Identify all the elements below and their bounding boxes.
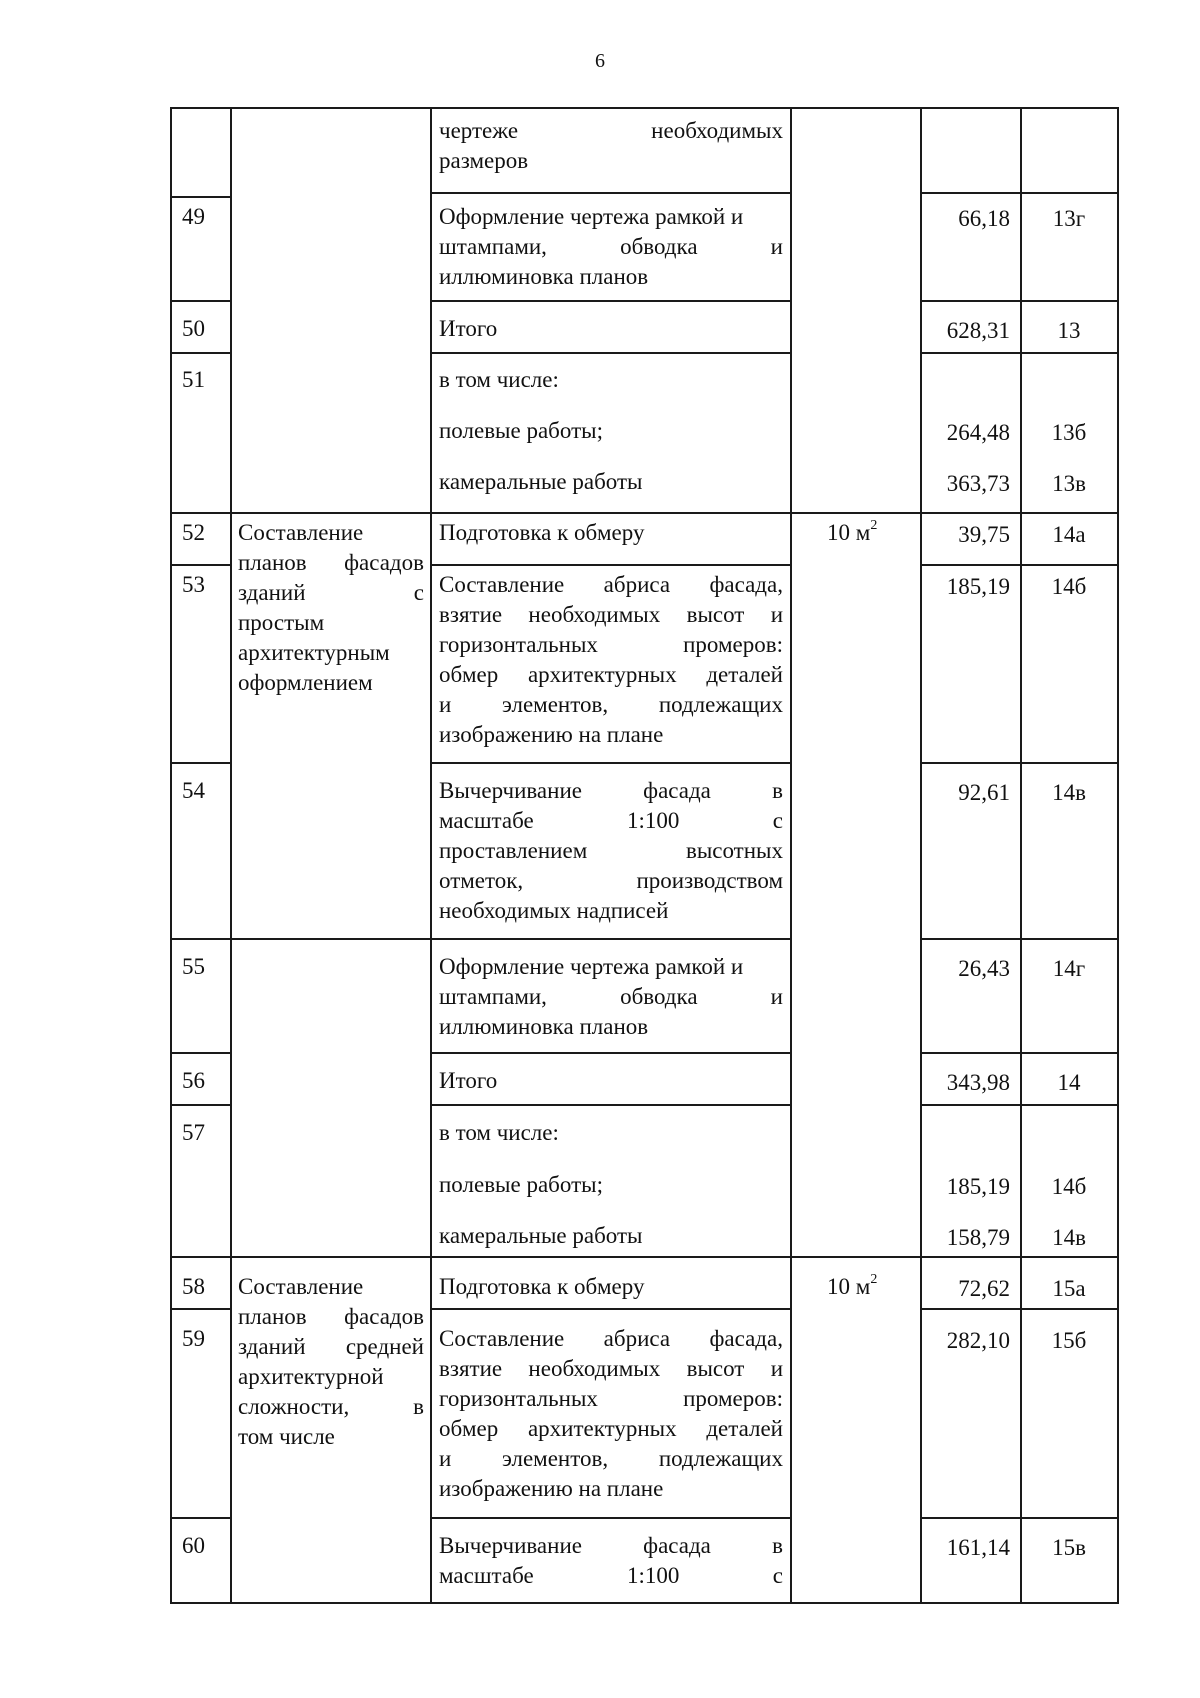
grid-line: [920, 938, 1119, 940]
work-description-line: [439, 116, 783, 146]
work-description-word: высотных: [685, 838, 783, 863]
work-type-name-line: простым: [238, 610, 325, 635]
work-description-word: и: [439, 692, 452, 717]
work-description-word: промеров:: [683, 1386, 783, 1411]
grid-line: [170, 564, 232, 566]
work-description-word: элементов,: [502, 1446, 609, 1471]
work-description-line: [439, 1531, 783, 1561]
work-description-word: Составление: [439, 1326, 565, 1351]
grid-line: [230, 938, 432, 940]
row-number: 49: [182, 204, 205, 229]
row-number: 50: [182, 316, 205, 341]
work-description-word: 1:100: [627, 1563, 680, 1588]
work-description-word: фасада,: [709, 572, 783, 597]
grid-line: [920, 512, 1119, 514]
work-description-word: и: [770, 984, 783, 1009]
work-type-name-line: Составление: [238, 520, 364, 545]
work-description-word: архитектурных: [527, 1416, 677, 1441]
row-number: 53: [182, 572, 205, 597]
work-description-word: горизонтальных: [439, 632, 598, 657]
norm-value: 628,31: [946, 318, 1010, 343]
grid-line: [430, 564, 792, 566]
work-description-line: [439, 1354, 783, 1384]
grid-line: [920, 1517, 1119, 1519]
work-description-word: необходимых: [528, 602, 661, 627]
work-description-line: Оформление чертежа рамкой и: [439, 204, 744, 229]
norm-value: 92,61: [958, 780, 1010, 805]
work-description-word: элементов,: [502, 692, 609, 717]
norm-code: 13в: [1052, 471, 1086, 496]
work-description-word: 1:100: [627, 808, 680, 833]
norm-value: 39,75: [958, 522, 1010, 547]
work-description-word: в: [772, 778, 783, 803]
work-description-word: проставлением: [439, 838, 588, 863]
grid-line: [170, 107, 172, 1604]
work-type-name-word: с: [413, 580, 424, 605]
norm-code: 14б: [1051, 1174, 1087, 1199]
grid-line: [920, 107, 922, 1604]
work-type-name-word: сложности,: [238, 1394, 350, 1419]
work-description-word: и: [439, 1446, 452, 1471]
grid-line: [920, 762, 1119, 764]
work-description-line: Подготовка к обмеру: [439, 1274, 645, 1299]
work-description-word: чертеже: [439, 118, 519, 143]
work-description-line: [439, 660, 783, 690]
work-type-name-line: том числе: [238, 1424, 335, 1449]
grid-line: [430, 1256, 792, 1258]
work-description-word: и: [770, 1356, 783, 1381]
unit-cell: [827, 1272, 877, 1302]
norm-code: 14: [1057, 1070, 1081, 1095]
grid-line: [230, 107, 232, 1604]
work-description-word: производством: [636, 868, 783, 893]
grid-line: [430, 938, 792, 940]
norm-value: 72,62: [958, 1276, 1010, 1301]
work-description-word: и: [770, 234, 783, 259]
work-description-word: фасада,: [709, 1326, 783, 1351]
norm-value: 185,19: [946, 574, 1010, 599]
grid-line: [170, 1052, 232, 1054]
work-type-name-line: [238, 1332, 424, 1362]
grid-line: [170, 352, 232, 354]
work-description-word: отметок,: [439, 868, 524, 893]
work-description-word: промеров:: [683, 632, 783, 657]
work-type-name-word: планов: [238, 550, 307, 575]
grid-line: [170, 107, 1119, 109]
work-description-line: необходимых надписей: [439, 898, 669, 923]
work-description-word: высот: [686, 1356, 745, 1381]
work-type-name-word: средней: [345, 1334, 424, 1359]
work-description-line: полевые работы;: [439, 418, 603, 443]
grid-line: [170, 1517, 232, 1519]
work-description-line: [439, 806, 783, 836]
work-description-word: деталей: [706, 1416, 783, 1441]
grid-line: [170, 762, 232, 764]
work-description-word: штампами,: [439, 234, 547, 259]
grid-line: [430, 352, 792, 354]
row-number: 52: [182, 520, 205, 545]
row-number: 60: [182, 1533, 205, 1558]
work-description-word: горизонтальных: [439, 1386, 598, 1411]
unit-text: 10 м: [827, 520, 871, 545]
unit-superscript: 2: [870, 518, 878, 534]
row-number: 54: [182, 778, 205, 803]
row-number: 56: [182, 1068, 205, 1093]
work-description-line: [439, 982, 783, 1012]
norm-code: 13: [1057, 318, 1081, 343]
work-type-name-line: архитектурной: [238, 1364, 384, 1389]
work-description-line: иллюминовка планов: [439, 264, 649, 289]
work-type-name-line: оформлением: [238, 670, 373, 695]
grid-line: [430, 512, 792, 514]
norm-value: 282,10: [946, 1328, 1010, 1353]
work-description-word: с: [772, 808, 783, 833]
work-description-line: изображению на плане: [439, 1476, 664, 1501]
norm-code: 15в: [1052, 1535, 1086, 1560]
norm-code: 13г: [1052, 206, 1086, 231]
work-description-line: [439, 1414, 783, 1444]
work-type-name-word: в: [413, 1394, 424, 1419]
work-description-line: Итого: [439, 1068, 498, 1093]
work-description-word: в: [772, 1533, 783, 1558]
work-description-line: камеральные работы: [439, 469, 643, 494]
row-number: 51: [182, 367, 205, 392]
work-description-line: полевые работы;: [439, 1172, 603, 1197]
work-description-word: обмер: [439, 662, 499, 687]
row-number: 58: [182, 1274, 205, 1299]
grid-line: [920, 1308, 1119, 1310]
row-number: 57: [182, 1120, 205, 1145]
work-description-word: взятие: [439, 1356, 503, 1381]
work-description-line: [439, 1561, 783, 1591]
work-description-word: подлежащих: [658, 692, 783, 717]
work-type-name-word: фасадов: [344, 1304, 424, 1329]
norm-value: 66,18: [958, 206, 1010, 231]
work-description-line: иллюминовка планов: [439, 1014, 649, 1039]
work-description-line: Подготовка к обмеру: [439, 520, 645, 545]
work-description-word: фасада: [643, 1533, 711, 1558]
work-type-name-line: [238, 1392, 424, 1422]
norm-value: 363,73: [946, 471, 1010, 496]
work-description-word: масштабе: [439, 1563, 534, 1588]
norm-code: 15а: [1052, 1276, 1086, 1301]
grid-line: [170, 512, 232, 514]
grid-line: [170, 1256, 232, 1258]
work-description-word: необходимых: [528, 1356, 661, 1381]
work-description-word: Вычерчивание: [439, 1533, 582, 1558]
norm-value: 26,43: [958, 956, 1010, 981]
work-type-name-word: зданий: [238, 580, 306, 605]
work-description-line: [439, 690, 783, 720]
work-description-line: [439, 1444, 783, 1474]
row-number: 55: [182, 954, 205, 979]
norm-code: 14а: [1052, 522, 1086, 547]
work-description-line: [439, 1384, 783, 1414]
grid-line: [430, 1308, 792, 1310]
work-description-word: подлежащих: [658, 1446, 783, 1471]
grid-line: [920, 1052, 1119, 1054]
grid-line: [430, 107, 432, 1604]
work-description-word: фасада: [643, 778, 711, 803]
norm-code: 14б: [1051, 574, 1087, 599]
work-description-line: [439, 836, 783, 866]
norm-value: 185,19: [946, 1174, 1010, 1199]
work-type-name-line: [238, 1302, 424, 1332]
work-description-word: обводка: [620, 984, 698, 1009]
work-description-word: штампами,: [439, 984, 547, 1009]
work-type-name-word: фасадов: [344, 550, 424, 575]
grid-line: [170, 1602, 1119, 1604]
unit-text: 10 м: [827, 1274, 871, 1299]
grid-line: [920, 1256, 1119, 1258]
grid-line: [170, 1308, 232, 1310]
grid-line: [790, 107, 792, 1604]
work-description-word: взятие: [439, 602, 503, 627]
row-number: 59: [182, 1326, 205, 1351]
work-description-word: обводка: [620, 234, 698, 259]
unit-superscript: 2: [870, 1272, 878, 1288]
grid-line: [430, 1052, 792, 1054]
work-type-name-line: Составление: [238, 1274, 364, 1299]
work-description-line: в том числе:: [439, 367, 559, 392]
work-description-line: [439, 776, 783, 806]
page-number: 6: [595, 50, 605, 72]
work-type-name-line: [238, 578, 424, 608]
norm-code: 13б: [1051, 420, 1087, 445]
work-description-line: [439, 570, 783, 600]
work-description-word: Составление: [439, 572, 565, 597]
grid-line: [430, 1517, 792, 1519]
norm-value: 343,98: [946, 1070, 1010, 1095]
grid-line: [170, 1104, 232, 1106]
work-type-name-word: планов: [238, 1304, 307, 1329]
work-description-word: необходимых: [651, 118, 783, 143]
work-description-word: с: [772, 1563, 783, 1588]
norm-code: 14г: [1052, 956, 1086, 981]
grid-line: [430, 762, 792, 764]
work-description-line: [439, 600, 783, 630]
work-description-line: Оформление чертежа рамкой и: [439, 954, 744, 979]
grid-line: [920, 192, 1119, 194]
grid-line: [1020, 107, 1022, 1604]
grid-line: [430, 192, 792, 194]
grid-line: [430, 1104, 792, 1106]
grid-line: [920, 300, 1119, 302]
grid-line: [920, 352, 1119, 354]
work-description-line: [439, 630, 783, 660]
work-description-word: архитектурных: [527, 662, 677, 687]
grid-line: [790, 1256, 922, 1258]
unit-cell: [827, 518, 877, 548]
norm-value: 264,48: [946, 420, 1010, 445]
work-type-name-line: архитектурным: [238, 640, 390, 665]
work-description-line: в том числе:: [439, 1120, 559, 1145]
work-description-line: камеральные работы: [439, 1223, 643, 1248]
work-type-name-line: [238, 548, 424, 578]
norm-value: 161,14: [946, 1535, 1010, 1560]
grid-line: [790, 512, 922, 514]
grid-line: [230, 512, 432, 514]
norm-code: 14в: [1052, 780, 1086, 805]
work-description-line: [439, 1324, 783, 1354]
work-description-line: изображению на плане: [439, 722, 664, 747]
grid-line: [170, 938, 232, 940]
work-description-line: [439, 866, 783, 896]
work-description-word: абриса: [603, 572, 671, 597]
work-description-line: [439, 232, 783, 262]
work-description-line: размеров: [439, 148, 529, 173]
work-description-word: масштабе: [439, 808, 534, 833]
norm-code: 15б: [1051, 1328, 1087, 1353]
grid-line: [430, 300, 792, 302]
grid-line: [1117, 107, 1119, 1604]
work-description-word: обмер: [439, 1416, 499, 1441]
work-description-line: Итого: [439, 316, 498, 341]
grid-line: [170, 300, 232, 302]
work-description-word: абриса: [603, 1326, 671, 1351]
work-description-word: деталей: [706, 662, 783, 687]
norm-code: 14в: [1052, 1225, 1086, 1250]
work-description-word: высот: [686, 602, 745, 627]
grid-line: [230, 1256, 432, 1258]
grid-line: [170, 196, 232, 198]
work-type-name-word: зданий: [238, 1334, 306, 1359]
grid-line: [920, 564, 1119, 566]
norm-value: 158,79: [946, 1225, 1010, 1250]
work-description-word: Вычерчивание: [439, 778, 582, 803]
grid-line: [920, 1104, 1119, 1106]
work-description-word: и: [770, 602, 783, 627]
